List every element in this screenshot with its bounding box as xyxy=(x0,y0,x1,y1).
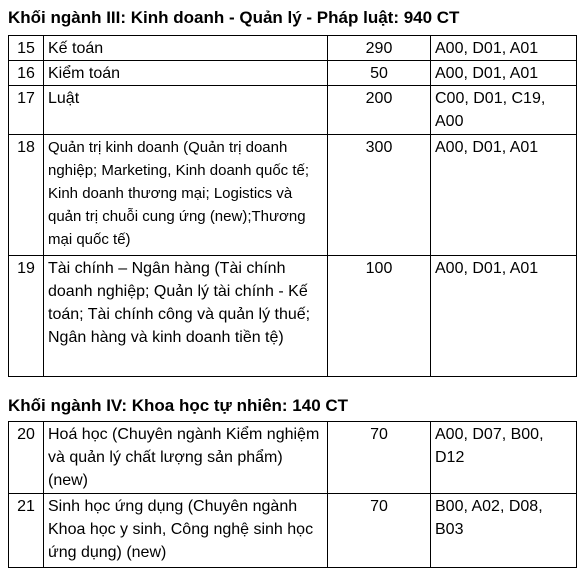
quota: 70 xyxy=(328,494,431,568)
subject-combinations: A00, D01, A01 xyxy=(431,256,577,377)
section-title-khoi-nganh-iii: Khối ngành III: Kinh doanh - Quản lý - Pháp luật: 940 CT xyxy=(8,8,460,27)
table-row xyxy=(9,61,577,86)
subject-combinations: B00, A02, D08, B03 xyxy=(431,494,577,568)
row-number: 20 xyxy=(9,422,44,494)
row-number: 18 xyxy=(9,135,44,256)
table-row xyxy=(9,494,577,568)
subject-combinations: A00, D07, B00, D12 xyxy=(431,422,577,494)
row-number: 15 xyxy=(9,36,44,61)
program-name: Quản trị kinh doanh (Quản trị doanh nghiệp; Marketing, Kinh doanh quốc tế; Kinh doanh thương mại; Logistics và quản trị chuỗi cung ứng (new);Thương mại quốc tế) xyxy=(44,135,328,256)
program-name: Kế toán xyxy=(44,36,328,61)
table-khoi-nganh-iii xyxy=(8,35,577,377)
table-row xyxy=(9,36,577,61)
row-number: 19 xyxy=(9,256,44,377)
subject-combinations: A00, D01, A01 xyxy=(431,36,577,61)
program-name: Hoá học (Chuyên ngành Kiểm nghiệm và quản lý chất lượng sản phẩm) (new) xyxy=(44,422,328,494)
subject-combinations: A00, D01, A01 xyxy=(431,135,577,256)
row-number: 21 xyxy=(9,494,44,568)
subject-combinations: A00, D01, A01 xyxy=(431,61,577,86)
quota: 300 xyxy=(328,135,431,256)
quota: 70 xyxy=(328,422,431,494)
quota: 290 xyxy=(328,36,431,61)
program-name: Kiểm toán xyxy=(44,61,328,86)
table-row xyxy=(9,422,577,494)
table-khoi-nganh-iv xyxy=(8,421,577,568)
row-number: 17 xyxy=(9,86,44,135)
row-number: 16 xyxy=(9,61,44,86)
program-name: Luật xyxy=(44,86,328,135)
subject-combinations: C00, D01, C19, A00 xyxy=(431,86,577,135)
table-row xyxy=(9,135,577,256)
program-name: Sinh học ứng dụng (Chuyên ngành Khoa học y sinh, Công nghệ sinh học ứng dụng) (new) xyxy=(44,494,328,568)
quota: 100 xyxy=(328,256,431,377)
quota: 200 xyxy=(328,86,431,135)
section-title-khoi-nganh-iv: Khối ngành IV: Khoa học tự nhiên: 140 CT xyxy=(8,396,349,415)
program-name: Tài chính – Ngân hàng (Tài chính doanh nghiệp; Quản lý tài chính - Kế toán; Tài chính công và quản lý thuế; Ngân hàng và kinh doanh tiền tệ) xyxy=(44,256,328,377)
table-row xyxy=(9,86,577,135)
table-row xyxy=(9,256,577,377)
quota: 50 xyxy=(328,61,431,86)
